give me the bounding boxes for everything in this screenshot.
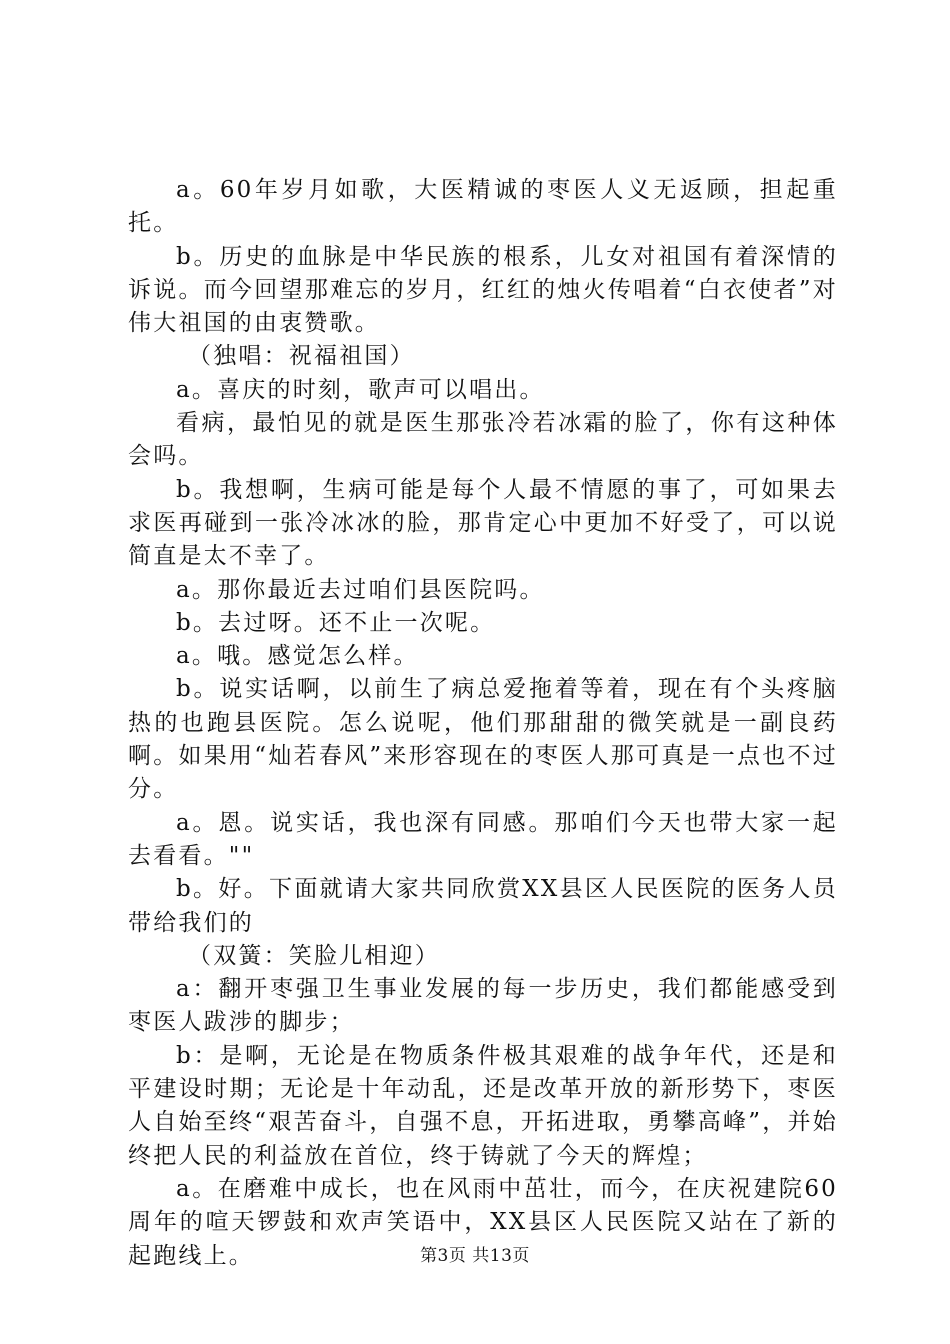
paragraph: 看病，最怕见的就是医生那张冷若冰霜的脸了，你有这种体会吗。	[128, 410, 838, 470]
paragraph: a。那你最近去过咱们县医院吗。	[176, 576, 545, 603]
paragraph: a。哦。感觉怎么样。	[176, 643, 419, 670]
paragraph: b。去过呀。还不止一次呢。	[176, 609, 496, 636]
document-body	[128, 174, 838, 1273]
page-number-footer: 第3页 共13页	[420, 1246, 530, 1266]
paragraph: a。60年岁月如歌，大医精诚的枣医人义无返顾，担起重托。	[128, 177, 838, 237]
paragraph: b。历史的血脉是中华民族的根系，儿女对祖国有着深情的诉说。而今回望那难忘的岁月，红红的烛火传唱着“白衣使者”对伟大祖国的由衷赞歌。	[128, 243, 838, 337]
paragraph: （双簧：笑脸儿相迎）	[188, 942, 440, 969]
paragraph: a：翻开枣强卫生事业发展的每一步历史，我们都能感受到枣医人跋涉的脚步；	[128, 976, 838, 1036]
paragraph: b：是啊，无论是在物质条件极其艰难的战争年代，还是和平建设时期；无论是十年动乱，还是改革开放的新形势下，枣医人自始至终“艰苦奋斗，自强不息，开拓进取，勇攀高峰”，并始终把人民的利益放在首位，终于铸就了今天的辉煌；	[128, 1042, 838, 1169]
paragraph: b。我想啊，生病可能是每个人最不情愿的事了，可如果去求医再碰到一张冷冰冰的脸，那肯定心中更加不好受了，可以说简直是太不幸了。	[128, 476, 838, 570]
paragraph: a。在磨难中成长，也在风雨中茁壮，而今，在庆祝建院60周年的喧天锣鼓和欢声笑语中，XX县区人民医院又站在了新的起跑线上。	[128, 1175, 838, 1269]
paragraph: b。说实话啊，以前生了病总爱拖着等着，现在有个头疼脑热的也跑县医院。怎么说呢，他们那甜甜的微笑就是一副良药啊。如果用“灿若春风”来形容现在的枣医人那可真是一点也不过分。	[128, 676, 838, 803]
paragraph: a。喜庆的时刻，歌声可以唱出。	[176, 376, 545, 403]
paragraph: b。好。下面就请大家共同欣赏XX县区人民医院的医务人员带给我们的	[128, 876, 838, 936]
paragraph: a。恩。说实话，我也深有同感。那咱们今天也带大家一起去看看。""	[128, 809, 838, 869]
paragraph: （独唱：祝福祖国）	[188, 343, 415, 370]
